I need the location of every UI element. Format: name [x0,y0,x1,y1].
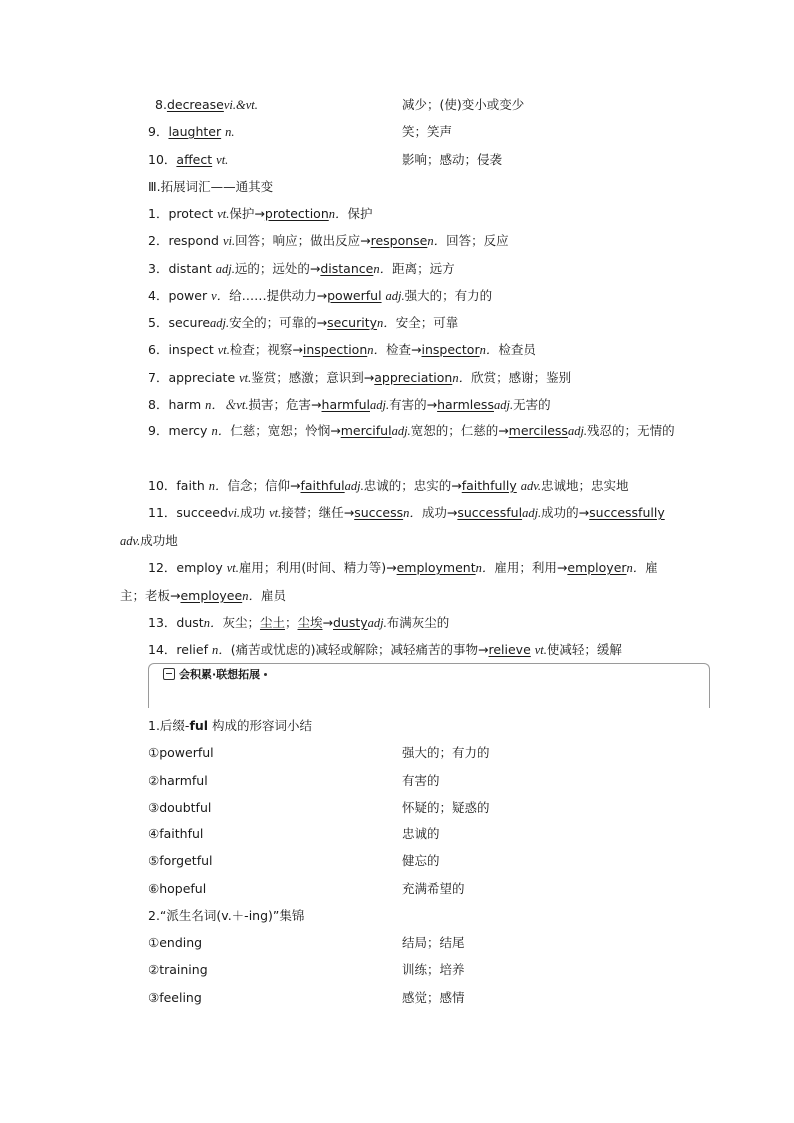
base-word: appreciate [168,370,236,385]
word-zh: 充满希望的 [402,881,465,896]
vocab-meaning: 减少；(使)变小或变少 [402,97,525,112]
extended-item [148,233,509,249]
item-number: 2． [148,233,169,248]
item-number: 10． [148,478,177,493]
word-zh: 强大的；有力的 [402,745,490,760]
part-of-speech: n． [427,234,447,248]
base-meaning: 回答；响应；做出反应→ [235,233,371,248]
part-of-speech: n． [377,316,396,330]
derived-word: employment [396,560,476,575]
word-zh: 结局；结尾 [402,935,465,950]
base-word: secure [168,315,211,330]
item-number: 11． [148,505,177,520]
item-number: 8． [148,397,169,412]
part-of-speech: n． [452,371,472,385]
base-word: faith [176,478,205,493]
item-number: 1． [148,206,169,221]
part-of-speech: vt. [217,343,230,357]
derived-word: successful [457,505,523,520]
extended-item [148,642,622,658]
item-number: 8. [155,97,167,112]
extended-item [148,261,455,277]
extended-item [148,288,492,304]
base-meaning: 成功 [240,505,266,520]
word-zh: 怀疑的；疑惑的 [402,800,490,815]
base-meaning: 雇用；利用(时间、精力等)→ [238,560,397,575]
item-number: 7． [148,370,169,385]
base-meaning: 仁慈；宽恕；怜悯→ [230,423,341,438]
derived-meaning: 成功地 [140,533,178,548]
derived-word: powerful [327,288,382,303]
part-of-speech: vt. [216,153,229,167]
derived-meaning: 检查→ [386,342,422,357]
part-of-speech: adj. [367,616,387,630]
derived-meaning: 距离；远方 [392,261,455,276]
derived-meaning: 有害的→ [389,397,438,412]
derived-meaning: 成功→ [421,505,458,520]
part-of-speech: n． [242,589,261,603]
part-of-speech: adj. [522,506,542,520]
part-of-speech: n．＆vt. [205,398,249,412]
item-number: 6． [148,342,169,357]
extended-item [148,206,373,222]
derived-word: inspector [421,342,480,357]
part-of-speech: n． [208,479,228,493]
extended-item [148,315,458,331]
vocab-word: affect [176,152,213,167]
base-meaning: 检查；视察→ [229,342,303,357]
word-en: ①ending [148,935,203,950]
base-word: relief [176,642,208,657]
derived-word: 尘土 [259,615,285,630]
derived-meaning-tail: 无情的 [637,423,675,438]
base-meaning: 灰尘； [222,615,260,630]
part-of-speech: v． [211,289,230,303]
part-of-speech: vt. [226,561,239,575]
part-of-speech: n． [211,643,231,657]
extended-item [148,478,629,494]
base-word: employ [176,560,223,575]
part-of-speech: n． [211,424,231,438]
extended-item [148,370,571,386]
item-number: 5． [148,315,169,330]
derived-word: relieve [488,642,531,657]
derived-word: inspection [302,342,368,357]
vocab-meaning: 笑；笑声 [402,124,453,139]
extended-item [148,342,536,358]
base-word: mercy [168,423,208,438]
derived-word: harmful [321,397,370,412]
base-meaning: 鉴赏；感激；意识到→ [251,370,375,385]
word-en: ②training [148,962,208,977]
base-meaning: 给……提供动力→ [229,288,328,303]
part-of-speech: n． [479,343,499,357]
group-title-part: ful [189,718,209,733]
derived-word: employer [567,560,627,575]
separator: ； [284,615,298,630]
part-of-speech: vt. [269,506,282,520]
derived-word: security [327,315,378,330]
derived-meaning: 雇员 [260,588,286,603]
derived-meaning: 忠诚的；忠实的→ [363,478,462,493]
part-of-speech: adj. [391,424,411,438]
extended-item [120,554,680,610]
item-number: 9． [148,124,169,139]
derived-word: protection [264,206,329,221]
derived-word: response [370,233,428,248]
word-en: ⑤forgetful [148,853,213,868]
extended-item [120,499,680,555]
part-of-speech: adj. [567,424,588,438]
derived-word: faithfully [461,478,517,493]
part-of-speech: n. [225,125,235,139]
base-meaning: 接替；继任→ [281,505,355,520]
extended-item [120,417,680,445]
derived-meaning: 使减轻；缓解 [546,642,622,657]
part-of-speech: vt. [534,643,547,657]
derived-meaning: 宽恕的；仁慈的→ [410,423,509,438]
derived-word: appreciation [374,370,453,385]
part-of-speech: n． [373,262,393,276]
expansion-box [148,663,710,708]
base-word: inspect [168,342,214,357]
extended-item [148,615,449,631]
part-of-speech: adj. [493,398,514,412]
derived-word: harmless [437,397,494,412]
part-of-speech: adj. [210,316,230,330]
word-en: ③feeling [148,990,202,1005]
part-of-speech: adj. [344,479,364,493]
part-of-speech: vt. [217,207,230,221]
word-en: ②harmful [148,773,208,788]
base-meaning: 保护→ [229,206,265,221]
item-number: 14． [148,642,177,657]
part-of-speech: adj. [215,262,235,276]
part-of-speech: adv. [520,479,542,493]
word-en: ⑥hopeful [148,881,207,896]
dot-icon [264,673,267,676]
part-of-speech: n． [203,616,223,630]
part-of-speech: n． [328,207,348,221]
derived-meaning: 保护 [347,206,373,221]
derived-word: successfully [589,505,665,520]
derived-word: distance [320,261,374,276]
derived-meaning: 雇用；利用→ [494,560,568,575]
vocab-word: decrease [166,97,224,112]
separator: → [322,615,333,630]
base-meaning: 信念；信仰→ [227,478,301,493]
derived-meaning: 安全；可靠 [395,315,459,330]
group-title-part: 1.后缀- [148,718,190,733]
word-en: ①powerful [148,745,214,760]
base-meaning: (痛苦或忧虑的)减轻或解除；减轻痛苦的事物→ [230,642,489,657]
item-number: 4． [148,288,169,303]
base-word: power [168,288,208,303]
item-number: 12． [148,560,177,575]
part-of-speech: n． [626,561,646,575]
base-word: respond [168,233,219,248]
vocab-item [148,124,234,140]
base-word: harm [168,397,202,412]
part-of-speech: n． [475,561,495,575]
part-of-speech: vi. [227,506,241,520]
derived-meaning: 忠诚地；忠实地 [541,478,629,493]
derived-meaning: 强大的；有力的 [404,288,493,303]
part-of-speech: vt. [239,371,252,385]
word-en: ③doubtful [148,800,212,815]
vocab-item [148,152,228,168]
box-title-text: 会积累·联想拓展 [179,668,261,681]
derived-word: employee [180,588,243,603]
vocab-item [155,97,258,113]
item-number: 9． [148,423,169,438]
group-title: 2.“派生名词(v.＋-ing)”集锦 [148,908,305,923]
vocab-meaning: 影响；感动；侵袭 [402,152,503,167]
derived-word: 尘埃 [297,615,323,630]
part-of-speech: adv. [120,534,141,548]
item-number: 13． [148,615,177,630]
derived-word: merciful [340,423,392,438]
derived-meaning: 残忍的； [587,423,638,438]
vocab-word: laughter [168,124,222,139]
base-word: protect [168,206,214,221]
derived-word: success [354,505,404,520]
note-icon [163,668,175,680]
word-zh: 忠诚的 [402,826,440,841]
derived-word: faithful [300,478,345,493]
base-word: distant [168,261,212,276]
item-number: 10． [148,152,177,167]
part-of-speech: adj. [385,289,405,303]
group-title [148,718,312,734]
base-meaning: 安全的；可靠的→ [229,315,328,330]
extended-item [148,397,551,413]
derived-meaning: 雇 [645,560,658,575]
part-of-speech: adj. [370,398,390,412]
derived-word: merciless [508,423,568,438]
group-title-part: 构成的形容词小结 [208,718,313,733]
derived-meaning: 布满灰尘的 [386,615,450,630]
part-of-speech: n． [367,343,387,357]
derived-meaning: 检查员 [498,342,536,357]
base-meaning: 远的；远处的→ [234,261,321,276]
item-number: 3． [148,261,169,276]
derived-meaning: 主；老板→ [120,588,181,603]
part-of-speech: vi. [222,234,236,248]
derived-meaning: 回答；反应 [446,233,509,248]
base-meaning: 损害；危害→ [248,397,322,412]
word-zh: 有害的 [402,773,440,788]
derived-meaning: 成功的→ [541,505,590,520]
derived-word: dusty [333,615,368,630]
word-en: ④faithful [148,826,204,841]
part-of-speech: n． [403,506,422,520]
box-title [159,666,271,682]
part-of-speech: vi.&vt. [223,98,258,112]
word-zh: 训练；培养 [402,962,465,977]
word-zh: 健忘的 [402,853,440,868]
word-zh: 感觉；感情 [402,990,465,1005]
derived-meaning: 欣赏；感谢；鉴别 [471,370,572,385]
base-word: succeed [176,505,228,520]
derived-meaning: 无害的 [513,397,551,412]
section-title: Ⅲ.拓展词汇——通其变 [148,179,274,194]
base-word: dust [176,615,204,630]
